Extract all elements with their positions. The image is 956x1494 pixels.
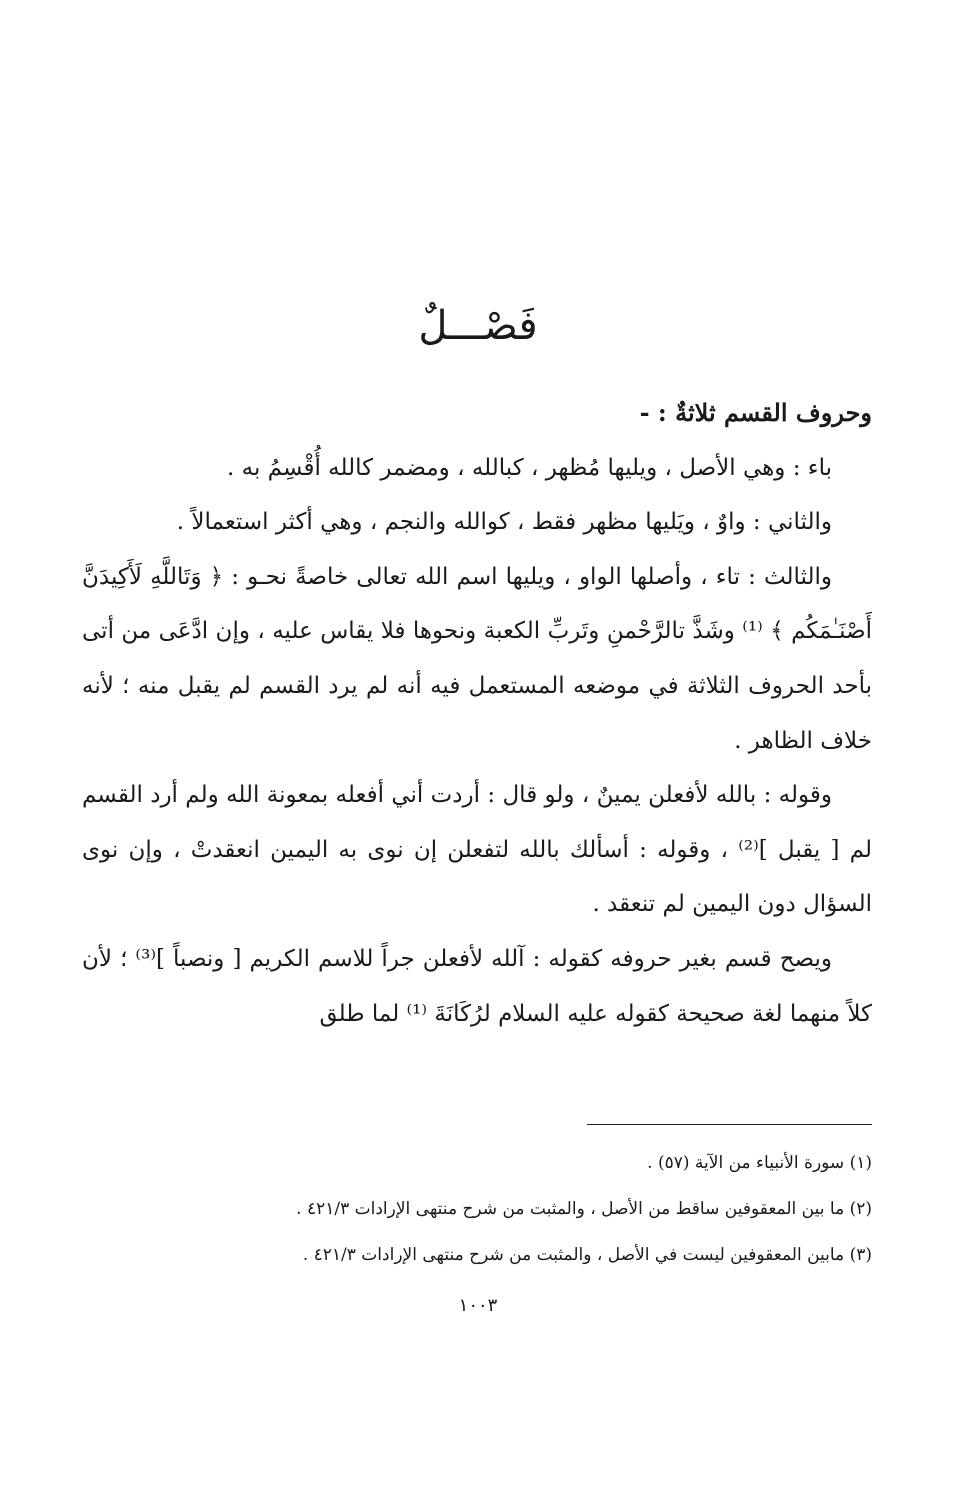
section-heading: وحروف القسم ثلاثةٌ : - [639, 398, 872, 427]
paragraph-waw: والثاني : واوٌ ، ويَليها مظهر فقط ، كوالله والنجم ، وهي أكثر استعمالاً . [176, 509, 832, 536]
paragraph-ba: باء : وهي الأصل ، ويليها مُظهر ، كبالله ، ومضمر كالله أُقْسِمُ به . [227, 454, 832, 481]
footnote-1: (١) سورة الأنبياء من الآية (٥٧) . [647, 1153, 872, 1173]
paragraph-without-letters: ويصح قسم بغير حروفه كقوله : آلله لأفعلن جراً للاسم الكريم [ ونصباً ]⁽³⁾ ؛ لأن كلاً منهما لغة صحيحة كقوله عليه السلام لرُكَانَةَ ⁽¹⁾ لما طلق [82, 945, 872, 1027]
page-number: ١٠٠٣ [458, 1295, 498, 1316]
footnotes [82, 1140, 872, 1278]
footnote-2: (٢) ما بين المعقوفين ساقط من الأصل ، والمثبت من شرح منتهى الإرادات ٤٢١/٣ . [296, 1199, 872, 1219]
footnote-divider [587, 1124, 872, 1125]
paragraph-billahi: وقوله : بالله لأفعلن يمينٌ ، ولو قال : أردت أني أفعله بمعونة الله ولم أرد القسم لم [ يقبل ]⁽²⁾ ، وقوله : أسألك بالله لتفعلن إن نوى به اليمين انعقدتْ ، وإن نوى السؤال دون اليمين لم تنعقد . [82, 782, 872, 918]
section-title: فَصْـــلٌ [418, 303, 538, 349]
footnote-3: (٣) مابين المعقوفين ليست في الأصل ، والمثبت من شرح منتهى الإرادات ٤٢١/٣ . [302, 1245, 872, 1265]
paragraph-ta: والثالث : تاء ، وأصلها الواو ، ويليها اسم الله تعالى خاصةً نحـو : ﴿ وَتَاللَّهِ لَأَكِيدَنَّ أَصْنَـٰمَكُم ﴾ ⁽¹⁾ وشَذَّ تالرَّحْمنِ وتَربِّ الكعبة ونحوها فلا يقاس عليه ، وإن ادَّعَى من أتى بأحد الحروف الثلاثة في موضعه المستعمل فيه أنه لم يرد القسم لم يقبل منه ؛ لأنه خلاف الظاهر . [82, 563, 873, 754]
body-text [82, 386, 872, 1041]
